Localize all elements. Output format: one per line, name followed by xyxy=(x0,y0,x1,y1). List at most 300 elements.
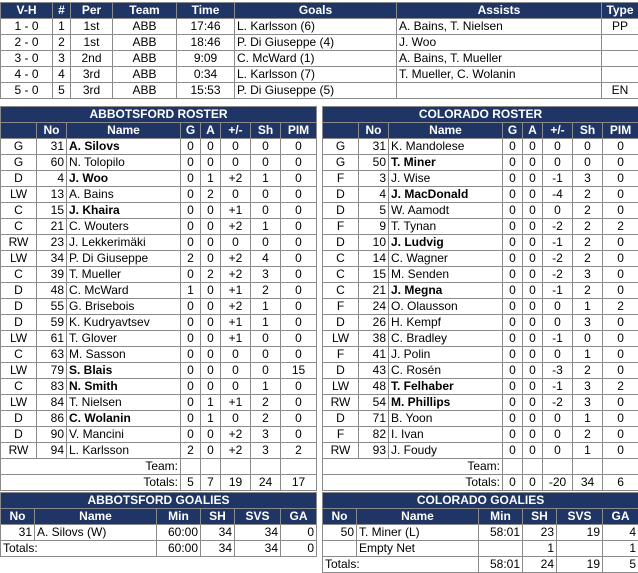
player-assists: 1 xyxy=(201,411,221,427)
player-name: G. Brisebois xyxy=(67,299,181,315)
player-pim: 0 xyxy=(603,139,638,155)
player-name: S. Blais xyxy=(67,363,181,379)
goalie-minutes xyxy=(479,541,523,557)
player-shots: 2 xyxy=(573,203,603,219)
player-plus-minus: +1 xyxy=(221,315,251,331)
player-plus-minus: +2 xyxy=(221,171,251,187)
player-goals: 0 xyxy=(181,395,201,411)
player-number: 48 xyxy=(37,283,67,299)
total-g: 0 xyxy=(503,475,523,491)
player-goals: 0 xyxy=(503,267,523,283)
player-name: C. Bradley xyxy=(389,331,503,347)
score-vh: 3 - 0 xyxy=(1,51,53,67)
player-position: C xyxy=(323,251,359,267)
player-name: T. Glover xyxy=(67,331,181,347)
goal-assists: T. Mueller, C. Wolanin xyxy=(397,67,602,83)
player-pim: 0 xyxy=(281,283,317,299)
goalie-saves xyxy=(557,541,603,557)
player-assists: 0 xyxy=(523,363,543,379)
player-name: N. Tolopilo xyxy=(67,155,181,171)
total-pim: 6 xyxy=(603,475,638,491)
goal-row xyxy=(1,35,638,51)
player-assists: 0 xyxy=(523,203,543,219)
player-goals: 0 xyxy=(503,443,523,459)
player-assists: 0 xyxy=(523,235,543,251)
player-plus-minus: -1 xyxy=(543,283,573,299)
player-plus-minus: +2 xyxy=(221,219,251,235)
totals-label: Totals: xyxy=(323,475,503,491)
player-goals: 0 xyxy=(503,315,523,331)
player-name: B. Yoon xyxy=(389,411,503,427)
player-assists: 0 xyxy=(523,379,543,395)
player-position: RW xyxy=(323,395,359,411)
player-position: G xyxy=(1,155,37,171)
player-position: G xyxy=(323,155,359,171)
goalie-number: 31 xyxy=(1,525,35,541)
goal-type xyxy=(602,51,638,67)
col-header-a: A xyxy=(523,123,543,139)
player-number: 38 xyxy=(359,331,389,347)
player-assists: 0 xyxy=(523,299,543,315)
player-pim: 0 xyxy=(603,443,638,459)
col-header-pim: PIM xyxy=(281,123,317,139)
player-plus-minus: +1 xyxy=(221,395,251,411)
player-name: J. Khaira xyxy=(67,203,181,219)
col-header-svs: SVS xyxy=(557,509,603,525)
player-number: 5 xyxy=(359,203,389,219)
player-shots: 0 xyxy=(251,155,281,171)
player-number: 94 xyxy=(37,443,67,459)
col-header-sh: Sh xyxy=(573,123,603,139)
goal-scorer: C. McWard (1) xyxy=(235,51,397,67)
player-row xyxy=(323,187,638,203)
player-pim: 0 xyxy=(603,411,638,427)
player-pim: 0 xyxy=(281,139,317,155)
player-row xyxy=(1,235,317,251)
player-position: RW xyxy=(1,443,37,459)
col-header-sh: Sh xyxy=(251,123,281,139)
goal-assists: A. Bains, T. Nielsen xyxy=(397,19,602,35)
player-position: LW xyxy=(1,331,37,347)
player-number: 14 xyxy=(359,251,389,267)
player-number: 39 xyxy=(37,267,67,283)
player-pim: 0 xyxy=(281,299,317,315)
player-position: D xyxy=(1,171,37,187)
player-goals: 0 xyxy=(503,395,523,411)
player-assists: 0 xyxy=(523,315,543,331)
player-pim: 0 xyxy=(603,331,638,347)
goalie-shots: 1 xyxy=(523,541,557,557)
player-goals: 0 xyxy=(181,427,201,443)
player-assists: 0 xyxy=(523,267,543,283)
player-plus-minus: -1 xyxy=(543,331,573,347)
goalie-shots: 34 xyxy=(201,525,235,541)
col-header-ga: GA xyxy=(603,509,638,525)
goal-type xyxy=(602,67,638,83)
player-number: 15 xyxy=(37,203,67,219)
totals-label: Totals: xyxy=(323,557,479,573)
player-assists: 0 xyxy=(201,331,221,347)
player-position: D xyxy=(323,363,359,379)
player-name: J. Wise xyxy=(389,171,503,187)
player-assists: 0 xyxy=(523,443,543,459)
player-plus-minus: -4 xyxy=(543,187,573,203)
player-row xyxy=(1,395,317,411)
player-row xyxy=(323,315,638,331)
player-goals: 0 xyxy=(503,203,523,219)
player-row xyxy=(323,203,638,219)
goalie-saves: 34 xyxy=(235,525,281,541)
player-pim: 0 xyxy=(603,347,638,363)
player-assists: 0 xyxy=(523,251,543,267)
player-shots: 0 xyxy=(573,155,603,171)
player-plus-minus: 0 xyxy=(221,363,251,379)
player-number: 34 xyxy=(37,251,67,267)
col-header-g: G xyxy=(503,123,523,139)
player-number: 55 xyxy=(37,299,67,315)
player-goals: 0 xyxy=(503,251,523,267)
col-header-team: Team xyxy=(113,3,177,19)
col-header-plus-minus: +/- xyxy=(543,123,573,139)
col-header-pos xyxy=(323,123,359,139)
player-shots: 3 xyxy=(251,267,281,283)
player-shots: 1 xyxy=(573,299,603,315)
player-shots: 1 xyxy=(573,443,603,459)
player-number: 31 xyxy=(37,139,67,155)
player-shots: 0 xyxy=(251,187,281,203)
player-pim: 2 xyxy=(281,443,317,459)
player-number: 50 xyxy=(359,155,389,171)
player-shots: 0 xyxy=(251,331,281,347)
col-header-no: No xyxy=(359,123,389,139)
player-shots: 1 xyxy=(251,379,281,395)
player-number: 82 xyxy=(359,427,389,443)
player-position: D xyxy=(323,187,359,203)
player-shots: 3 xyxy=(573,379,603,395)
col-header-name: Name xyxy=(357,509,479,525)
player-row xyxy=(323,139,638,155)
player-row xyxy=(1,139,317,155)
player-name: A. Bains xyxy=(67,187,181,203)
player-shots: 1 xyxy=(251,171,281,187)
player-assists: 0 xyxy=(201,203,221,219)
player-pim: 0 xyxy=(281,395,317,411)
player-shots: 0 xyxy=(573,139,603,155)
player-number: 26 xyxy=(359,315,389,331)
col-header-pos xyxy=(1,123,37,139)
player-number: 21 xyxy=(37,219,67,235)
player-name: J. Lekkerimäki xyxy=(67,235,181,251)
player-goals: 0 xyxy=(181,331,201,347)
player-row xyxy=(323,331,638,347)
player-plus-minus: -1 xyxy=(543,235,573,251)
goal-scorer: P. Di Giuseppe (4) xyxy=(235,35,397,51)
player-position: C xyxy=(323,283,359,299)
player-shots: 2 xyxy=(251,395,281,411)
goal-scorer: L. Karlsson (7) xyxy=(235,67,397,83)
player-number: 86 xyxy=(37,411,67,427)
scoring-summary-table xyxy=(0,2,638,99)
colorado-goalies-table xyxy=(322,492,638,573)
goal-period: 1st xyxy=(71,35,113,51)
player-position: LW xyxy=(323,379,359,395)
player-number: 63 xyxy=(37,347,67,363)
player-assists: 0 xyxy=(523,411,543,427)
player-pim: 0 xyxy=(603,203,638,219)
goalie-shots: 23 xyxy=(523,525,557,541)
player-goals: 2 xyxy=(181,251,201,267)
goal-team: ABB xyxy=(113,19,177,35)
player-goals: 0 xyxy=(503,379,523,395)
total-svs: 19 xyxy=(557,557,603,573)
goal-team: ABB xyxy=(113,35,177,51)
player-row xyxy=(1,347,317,363)
goal-number: 5 xyxy=(53,83,71,99)
player-shots: 2 xyxy=(573,427,603,443)
goalie-name: Empty Net xyxy=(357,541,479,557)
player-assists: 0 xyxy=(523,139,543,155)
player-position: D xyxy=(323,411,359,427)
goal-type: EN xyxy=(602,83,638,99)
player-shots: 0 xyxy=(251,139,281,155)
player-row xyxy=(1,427,317,443)
player-goals: 0 xyxy=(181,235,201,251)
col-header-assists: Assists xyxy=(397,3,602,19)
player-shots: 1 xyxy=(251,219,281,235)
player-name: C. McWard xyxy=(67,283,181,299)
player-position: RW xyxy=(323,443,359,459)
goal-row xyxy=(1,51,638,67)
player-position: C xyxy=(323,267,359,283)
player-name: O. Olausson xyxy=(389,299,503,315)
player-goals: 0 xyxy=(181,411,201,427)
player-position: D xyxy=(323,235,359,251)
col-header-plus-minus: +/- xyxy=(221,123,251,139)
player-shots: 0 xyxy=(573,331,603,347)
player-position: F xyxy=(323,299,359,315)
col-header-min: Min xyxy=(157,509,201,525)
player-assists: 0 xyxy=(201,315,221,331)
player-assists: 0 xyxy=(201,299,221,315)
player-row xyxy=(323,347,638,363)
player-row xyxy=(323,299,638,315)
player-number: 13 xyxy=(37,187,67,203)
player-plus-minus: 0 xyxy=(221,411,251,427)
player-position: F xyxy=(323,347,359,363)
player-shots: 2 xyxy=(573,235,603,251)
player-goals: 0 xyxy=(181,155,201,171)
player-position: LW xyxy=(1,363,37,379)
player-number: 93 xyxy=(359,443,389,459)
player-name: W. Aamodt xyxy=(389,203,503,219)
player-plus-minus: 0 xyxy=(221,155,251,171)
goalie-goals-against: 0 xyxy=(281,525,317,541)
player-pim: 0 xyxy=(281,171,317,187)
player-position: D xyxy=(1,411,37,427)
player-shots: 2 xyxy=(251,283,281,299)
player-plus-minus: +2 xyxy=(221,251,251,267)
player-assists: 0 xyxy=(201,427,221,443)
player-plus-minus: +2 xyxy=(221,299,251,315)
player-goals: 0 xyxy=(503,187,523,203)
goal-assists: J. Woo xyxy=(397,35,602,51)
player-name: J. Megna xyxy=(389,283,503,299)
player-plus-minus: -2 xyxy=(543,251,573,267)
player-plus-minus: +1 xyxy=(221,283,251,299)
col-header-a: A xyxy=(201,123,221,139)
total-svs: 34 xyxy=(235,541,281,557)
goal-time: 17:46 xyxy=(177,19,235,35)
player-position: LW xyxy=(323,331,359,347)
total-ga: 5 xyxy=(603,557,638,573)
player-shots: 0 xyxy=(251,235,281,251)
player-number: 43 xyxy=(359,363,389,379)
player-pim: 2 xyxy=(603,299,638,315)
total-a: 0 xyxy=(523,475,543,491)
player-goals: 0 xyxy=(503,235,523,251)
total-a: 7 xyxy=(201,475,221,491)
goalie-number xyxy=(323,541,357,557)
player-number: 59 xyxy=(37,315,67,331)
player-shots: 2 xyxy=(573,251,603,267)
abbotsford-goalies-table xyxy=(0,492,317,557)
player-goals: 0 xyxy=(181,379,201,395)
player-pim: 0 xyxy=(281,347,317,363)
col-header-num: # xyxy=(53,3,71,19)
player-number: 41 xyxy=(359,347,389,363)
player-pim: 0 xyxy=(281,219,317,235)
team-label: Team: xyxy=(323,459,503,475)
player-name: K. Kudryavtsev xyxy=(67,315,181,331)
player-row xyxy=(323,155,638,171)
player-goals: 0 xyxy=(181,267,201,283)
player-plus-minus: 0 xyxy=(543,299,573,315)
player-number: 21 xyxy=(359,283,389,299)
player-row xyxy=(323,235,638,251)
player-name: T. Nielsen xyxy=(67,395,181,411)
player-plus-minus: +1 xyxy=(221,331,251,347)
player-name: M. Phillips xyxy=(389,395,503,411)
goal-row xyxy=(1,83,638,99)
player-assists: 0 xyxy=(201,283,221,299)
player-assists: 0 xyxy=(523,427,543,443)
player-assists: 0 xyxy=(523,187,543,203)
player-number: 4 xyxy=(359,187,389,203)
player-pim: 0 xyxy=(603,283,638,299)
colorado-roster-title: COLORADO ROSTER xyxy=(323,107,638,123)
player-shots: 1 xyxy=(573,347,603,363)
player-plus-minus: 0 xyxy=(543,427,573,443)
col-header-no: No xyxy=(323,509,357,525)
player-assists: 0 xyxy=(201,443,221,459)
player-pim: 0 xyxy=(603,235,638,251)
col-header-ga: GA xyxy=(281,509,317,525)
col-header-per: Per xyxy=(71,3,113,19)
goal-scorer: L. Karlsson (6) xyxy=(235,19,397,35)
player-position: D xyxy=(323,315,359,331)
total-min: 58:01 xyxy=(479,557,523,573)
player-name: J. Polin xyxy=(389,347,503,363)
player-pim: 0 xyxy=(281,203,317,219)
player-shots: 1 xyxy=(251,299,281,315)
player-name: C. Wouters xyxy=(67,219,181,235)
player-assists: 0 xyxy=(201,379,221,395)
player-pim: 0 xyxy=(281,187,317,203)
total-pim: 17 xyxy=(281,475,317,491)
player-row xyxy=(1,331,317,347)
col-header-vh: V-H xyxy=(1,3,53,19)
player-goals: 0 xyxy=(503,363,523,379)
goal-row xyxy=(1,67,638,83)
player-plus-minus: 0 xyxy=(221,379,251,395)
total-sh: 34 xyxy=(201,541,235,557)
score-vh: 5 - 0 xyxy=(1,83,53,99)
col-header-g: G xyxy=(181,123,201,139)
total-sh: 24 xyxy=(523,557,557,573)
player-name: T. Miner xyxy=(389,155,503,171)
player-shots: 4 xyxy=(251,251,281,267)
goal-time: 18:46 xyxy=(177,35,235,51)
player-goals: 0 xyxy=(503,331,523,347)
player-name: M. Senden xyxy=(389,267,503,283)
player-name: C. Wagner xyxy=(389,251,503,267)
total-sh: 34 xyxy=(573,475,603,491)
player-shots: 0 xyxy=(251,363,281,379)
player-plus-minus: 0 xyxy=(543,411,573,427)
player-position: D xyxy=(1,283,37,299)
player-assists: 0 xyxy=(523,331,543,347)
player-number: 15 xyxy=(359,267,389,283)
player-row xyxy=(323,219,638,235)
goal-number: 1 xyxy=(53,19,71,35)
totals-label: Totals: xyxy=(1,475,181,491)
player-pim: 0 xyxy=(603,363,638,379)
score-vh: 1 - 0 xyxy=(1,19,53,35)
player-plus-minus: 0 xyxy=(543,443,573,459)
player-shots: 3 xyxy=(573,171,603,187)
player-number: 3 xyxy=(359,171,389,187)
player-assists: 0 xyxy=(523,283,543,299)
player-goals: 0 xyxy=(503,411,523,427)
player-position: D xyxy=(1,427,37,443)
player-position: LW xyxy=(1,187,37,203)
player-goals: 0 xyxy=(181,347,201,363)
player-number: 60 xyxy=(37,155,67,171)
player-pim: 0 xyxy=(281,315,317,331)
goalie-minutes: 60:00 xyxy=(157,525,201,541)
player-plus-minus: 0 xyxy=(543,315,573,331)
player-row xyxy=(323,251,638,267)
player-position: C xyxy=(1,267,37,283)
goalie-name: T. Miner (L) xyxy=(357,525,479,541)
score-vh: 4 - 0 xyxy=(1,67,53,83)
goal-period: 2nd xyxy=(71,51,113,67)
col-header-min: Min xyxy=(479,509,523,525)
abbotsford-roster-title: ABBOTSFORD ROSTER xyxy=(1,107,317,123)
player-assists: 2 xyxy=(201,267,221,283)
player-goals: 0 xyxy=(181,203,201,219)
player-plus-minus: +2 xyxy=(221,267,251,283)
player-name: C. Wolanin xyxy=(67,411,181,427)
player-goals: 2 xyxy=(181,443,201,459)
total-plus-minus: 19 xyxy=(221,475,251,491)
goal-number: 2 xyxy=(53,35,71,51)
player-plus-minus: 0 xyxy=(543,155,573,171)
player-row xyxy=(323,267,638,283)
player-pim: 2 xyxy=(603,219,638,235)
player-row xyxy=(1,443,317,459)
player-pim: 0 xyxy=(281,251,317,267)
